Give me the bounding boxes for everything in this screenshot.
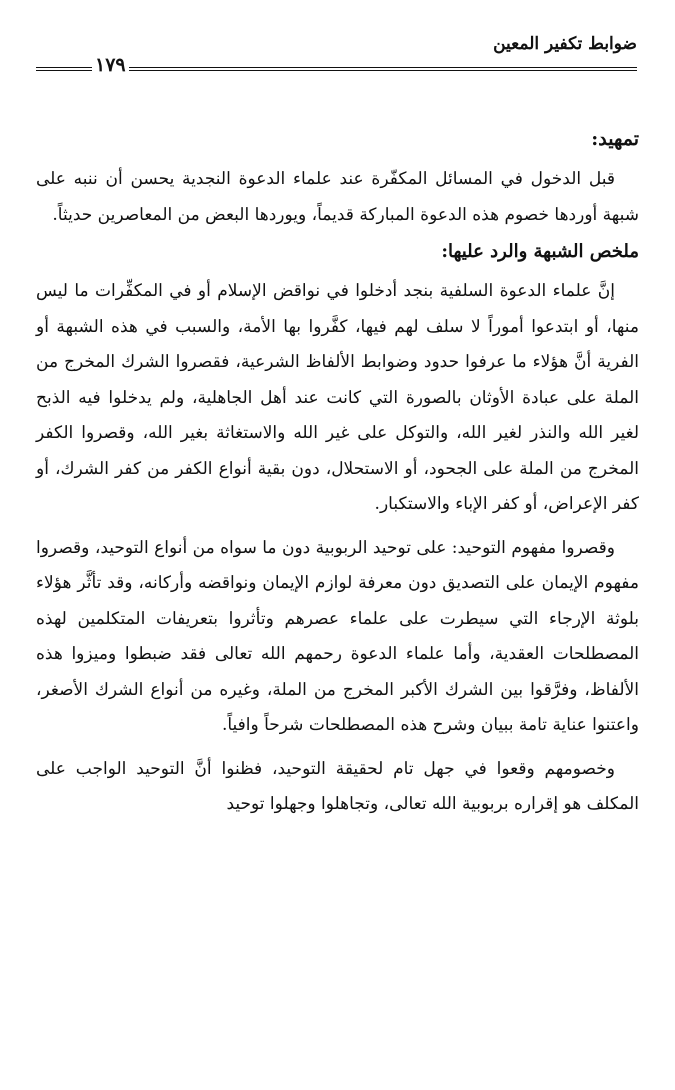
heading-intro: تمهيد: [591,128,639,150]
page-content [36,128,639,831]
header-title: ضوابط تكفير المعين [493,34,637,54]
heading-summary: ملخص الشبهة والرد عليها: [441,241,639,262]
paragraph-1: إنَّ علماء الدعوة السلفية بنجد أدخلوا في نواقض الإسلام أو في المكفِّرات ما ليس منها، أو ابتدعوا أموراً لا سلف لهم فيها، كفَّروا بها الأمة، والسبب في هذه الشبهة أو الفرية أنَّ هؤلاء ما عرفوا حدود وضوابط الألفاظ الشرعية، فقصروا الشرك المخرج من الملة على عبادة الأوثان بالصورة التي كانت عند أهل الجاهلية، ولم يدخلوا فيه الذبح لغير الله والنذر لغير الله، والتوكل على غير الله والاستغاثة بغير الله، وقصروا الكفر المخرج من الملة على الجحود، أو الاستحلال، دون بقية أنواع الكفر من كفر الشرك، أو كفر الإعراض، أو كفر الإباء والاستكبار. [36,281,639,514]
intro-paragraph: قبل الدخول في المسائل المكفّرة عند علماء الدعوة النجدية يحسن أن ننبه على شبهة أوردها خصوم هذه الدعوة المباركة قديماً، ويوردها البعض من المعاصرين حديثاً. [36,169,639,225]
running-header [36,34,637,74]
header-rule-row [36,54,637,76]
paragraph-2: وقصروا مفهوم التوحيد: على توحيد الربوبية دون ما سواه من أنواع التوحيد، وقصروا مفهوم الإيمان على التصديق دون معرفة لوازم الإيمان ونواقضه وأركانه، وقد تأثَّر هؤلاء بلوثة الإرجاء التي سيطرت على علماء عصرهم وتأثروا بتعريفات المتكلمين لهذه المصطلحات العقدية، وأما علماء الدعوة رحمهم الله تعالى فقد ضبطوا وميزوا هذه الألفاظ، وفرَّقوا بين الشرك الأكبر المخرج من الملة، وغيره من أنواع الشرك الأصغر، واعتنوا عناية تامة ببيان وشرح هذه المصطلحات شرحاً وافياً. [36,537,639,735]
page-number: ١٧٩ [92,54,129,76]
paragraph-3: وخصومهم وقعوا في جهل تام لحقيقة التوحيد، فظنوا أنَّ التوحيد الواجب على المكلف هو إقراره بربوبية الله تعالى، وتجاهلوا وجهلوا توحيد [36,758,639,814]
